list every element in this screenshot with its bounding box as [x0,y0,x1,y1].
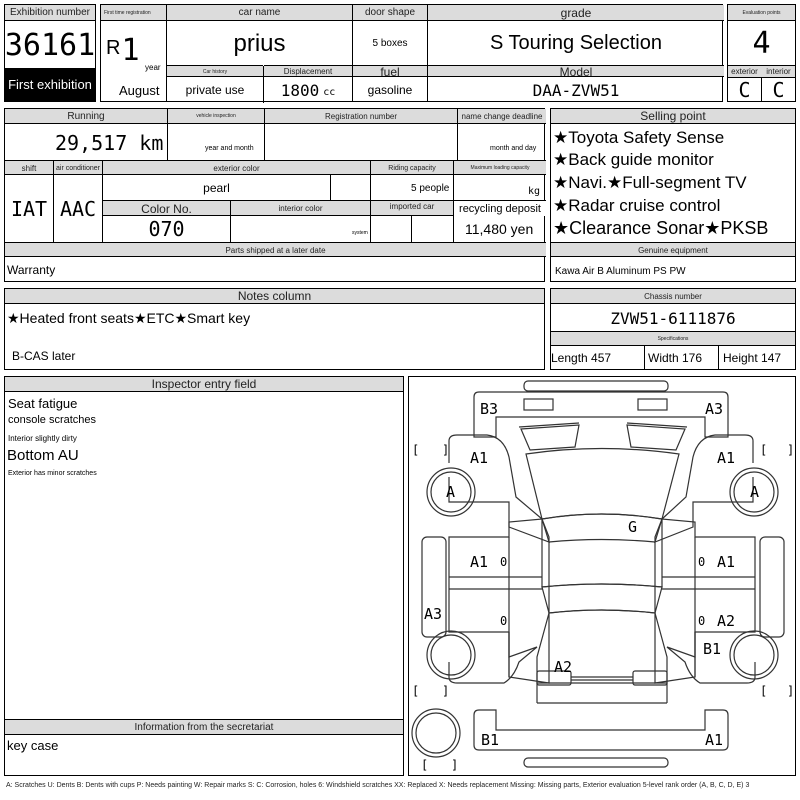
first-registration-label: First time registration [101,5,166,21]
mark-rear-bumper-right: A3 [705,400,724,418]
mark-hood: A2 [554,658,573,676]
running-label: Running [5,109,167,124]
selling-point-line: ★Back guide monitor [553,150,714,169]
chassis-number: ZVW51-6111876 [610,308,736,328]
mark-rear-wheel-right: A [750,483,760,501]
displacement-value: 1800 [280,80,320,100]
exhibition-number: 36161 [5,27,95,63]
interior-color-label: interior color [231,200,370,216]
selling-point-line: ★Navi.★Full-segment TV [553,173,747,192]
evaluation-score: 4 [752,26,771,61]
genuine-equipment: Kawa Air B Aluminum PS PW [555,266,686,277]
secretariat-text: key case [7,738,59,753]
displacement-label: Displacement [264,65,352,77]
spare-tire-shape [412,709,460,757]
mark-rear-door-left-zero: 0 [500,555,508,569]
interior-grade: C [772,78,785,102]
model: DAA-ZVW51 [532,80,620,100]
mark-rear-fender-left: A1 [470,449,489,467]
mark-rear-wheel-left: A [446,483,456,501]
name-change-unit: month and day [490,145,537,152]
bracket-close: ] [442,443,450,457]
inspector-panel [4,376,404,720]
interior-color-unit: system [352,230,368,236]
air-conditioner: AAC [59,197,97,221]
displacement [264,78,352,102]
roof-shape [542,514,662,587]
car-history-label: Car history [167,65,263,77]
displacement-unit: cc [323,86,336,98]
fuel-label: fuel [353,65,427,77]
right-doors-shape [655,519,755,683]
exhibition-number-label: Exhibition number [5,5,95,21]
inspector-line: console scratches [8,414,97,426]
car-name-label: car name [167,5,352,21]
selling-point-panel [550,108,796,282]
car-info-panel [100,4,723,102]
notes-line-1: ★Heated front seats★ETC★Smart key [7,310,251,326]
color-number: 070 [148,217,185,241]
front-right-wheel-shape [730,631,778,679]
bracket-open: [ [412,684,420,698]
bracket-open: [ [421,758,429,772]
exhibition-status: First exhibition [5,68,95,101]
chassis-number-label: Chassis number [551,289,795,304]
inspector-label: Inspector entry field [5,377,403,392]
fuel: gasoline [367,83,413,97]
shift-label: shift [5,160,53,175]
legend-text: A: Scratches U: Dents B: Dents with cups P: Needs painting W: Repair marks S: C: Corrosion, holes 6: Windshield scratches XX: Replaced X: Needs replacement Missing: Missing parts, Exterior evaluation 5-level rank order (A, B, C, D, E) 3 [6,782,750,789]
right-step-shape [760,537,784,637]
secretariat-label: Information from the secretariat [5,720,403,735]
selling-point-label: Selling point [551,109,795,124]
rear-bumper-shape [474,392,728,437]
notes-label: Notes column [5,289,544,304]
spec-width: Width 176 [648,351,703,365]
damage-diagram-panel [408,376,796,776]
mark-front-door-left-zero: 0 [500,614,508,628]
grade: S Touring Selection [490,32,662,54]
exterior-color-label: exterior color [103,160,370,175]
car-history: private use [185,83,245,97]
selling-point-line: ★Toyota Safety Sense [553,128,725,147]
front-spoiler-shape [524,758,668,767]
imported-car-label: imported car [371,200,453,216]
mark-left-step: A3 [424,605,443,623]
max-load-label: Maximum loading capacity [454,160,546,175]
color-no-label: Color No. [103,200,230,216]
year-unit: year [145,63,161,72]
mark-rear-fender-right: A1 [717,449,736,467]
selling-point-line: ★Radar cruise control [553,196,721,215]
exterior-label: exterior [731,67,758,76]
interior-label: interior [766,67,791,76]
left-doors-shape [449,519,549,683]
exterior-interior-label [728,65,795,78]
secretariat-panel [4,719,404,776]
mark-rear-bumper-left: B3 [480,400,499,418]
mark-rear-door-right: A1 [717,553,736,571]
inspection-unit: year and month [205,145,254,152]
running-distance: 29,517 km [55,131,164,155]
mark-front-bumper-right: A1 [705,731,724,749]
car-name: prius [233,29,286,57]
max-load-unit: kg [528,186,541,197]
bracket-open: [ [760,443,768,457]
registration-year-group [106,35,140,67]
riding-capacity-label: Riding capacity [371,160,453,175]
parts-later-value: Warranty [7,263,56,277]
exterior-color: pearl [203,181,230,195]
chassis-panel [550,288,796,370]
grade-label: grade [428,5,724,21]
car-damage-diagram [409,377,795,775]
riding-capacity: 5 people [411,183,450,194]
left-front-body [449,632,537,683]
windshield-shape [542,584,662,613]
vehicle-inspection-label: vehicle inspection [168,109,264,124]
bracket-open: [ [760,684,768,698]
rear-spoiler-shape [524,381,668,391]
evaluation-panel [727,4,796,102]
registration-month: August [119,83,160,98]
name-change-label: name change deadline [458,109,546,124]
model-label: Model [428,65,724,77]
front-bumper-shape [474,710,728,750]
inspector-line: Interior slightly dirty [8,434,77,443]
mark-front-door-right: A2 [717,612,736,630]
registration-number-label: Registration number [265,109,457,124]
door-shape: 5 boxes [372,38,408,49]
exhibition-panel [4,4,96,102]
inspector-line: Exterior has minor scratches [8,470,97,477]
inspector-line: Seat fatigue [8,396,78,411]
era-letter: R [106,37,121,59]
bracket-close: ] [787,443,795,457]
inspector-line: Bottom AU [7,447,79,464]
bracket-close: ] [451,758,459,772]
mark-front-fender-right: B1 [703,640,722,658]
door-shape-label: door shape [353,5,427,21]
notes-line-2: B-CAS later [12,349,76,363]
mark-rear-door-right-zero: 0 [698,555,706,569]
spec-height: Height 147 [723,351,782,365]
exterior-grade: C [738,78,751,102]
selling-point-line: ★Clearance Sonar★PKSB [553,218,769,238]
shift: IAT [10,197,48,221]
notes-panel [4,288,545,370]
mark-front-bumper-left: B1 [481,731,500,749]
registration-year: 1 [121,33,140,68]
air-conditioner-label: air conditioner [54,160,102,175]
mark-roof: G [628,518,638,536]
recycling-deposit-label: recycling deposit [454,200,546,216]
evaluation-points-label: Evaluation points [728,5,795,21]
parts-later-label: Parts shipped at a later date [5,242,546,257]
details-panel [4,108,545,282]
mark-rear-door-left: A1 [470,553,489,571]
bracket-open: [ [412,443,420,457]
bracket-close: ] [787,684,795,698]
specifications-label: Specifications [551,331,795,346]
genuine-equipment-label: Genuine equipment [551,242,795,257]
mark-front-door-right-zero: 0 [698,614,706,628]
bracket-close: ] [442,684,450,698]
spec-length: Length 457 [551,351,612,365]
front-left-wheel-shape [427,631,475,679]
recycling-deposit: 11,480 yen [465,221,534,237]
